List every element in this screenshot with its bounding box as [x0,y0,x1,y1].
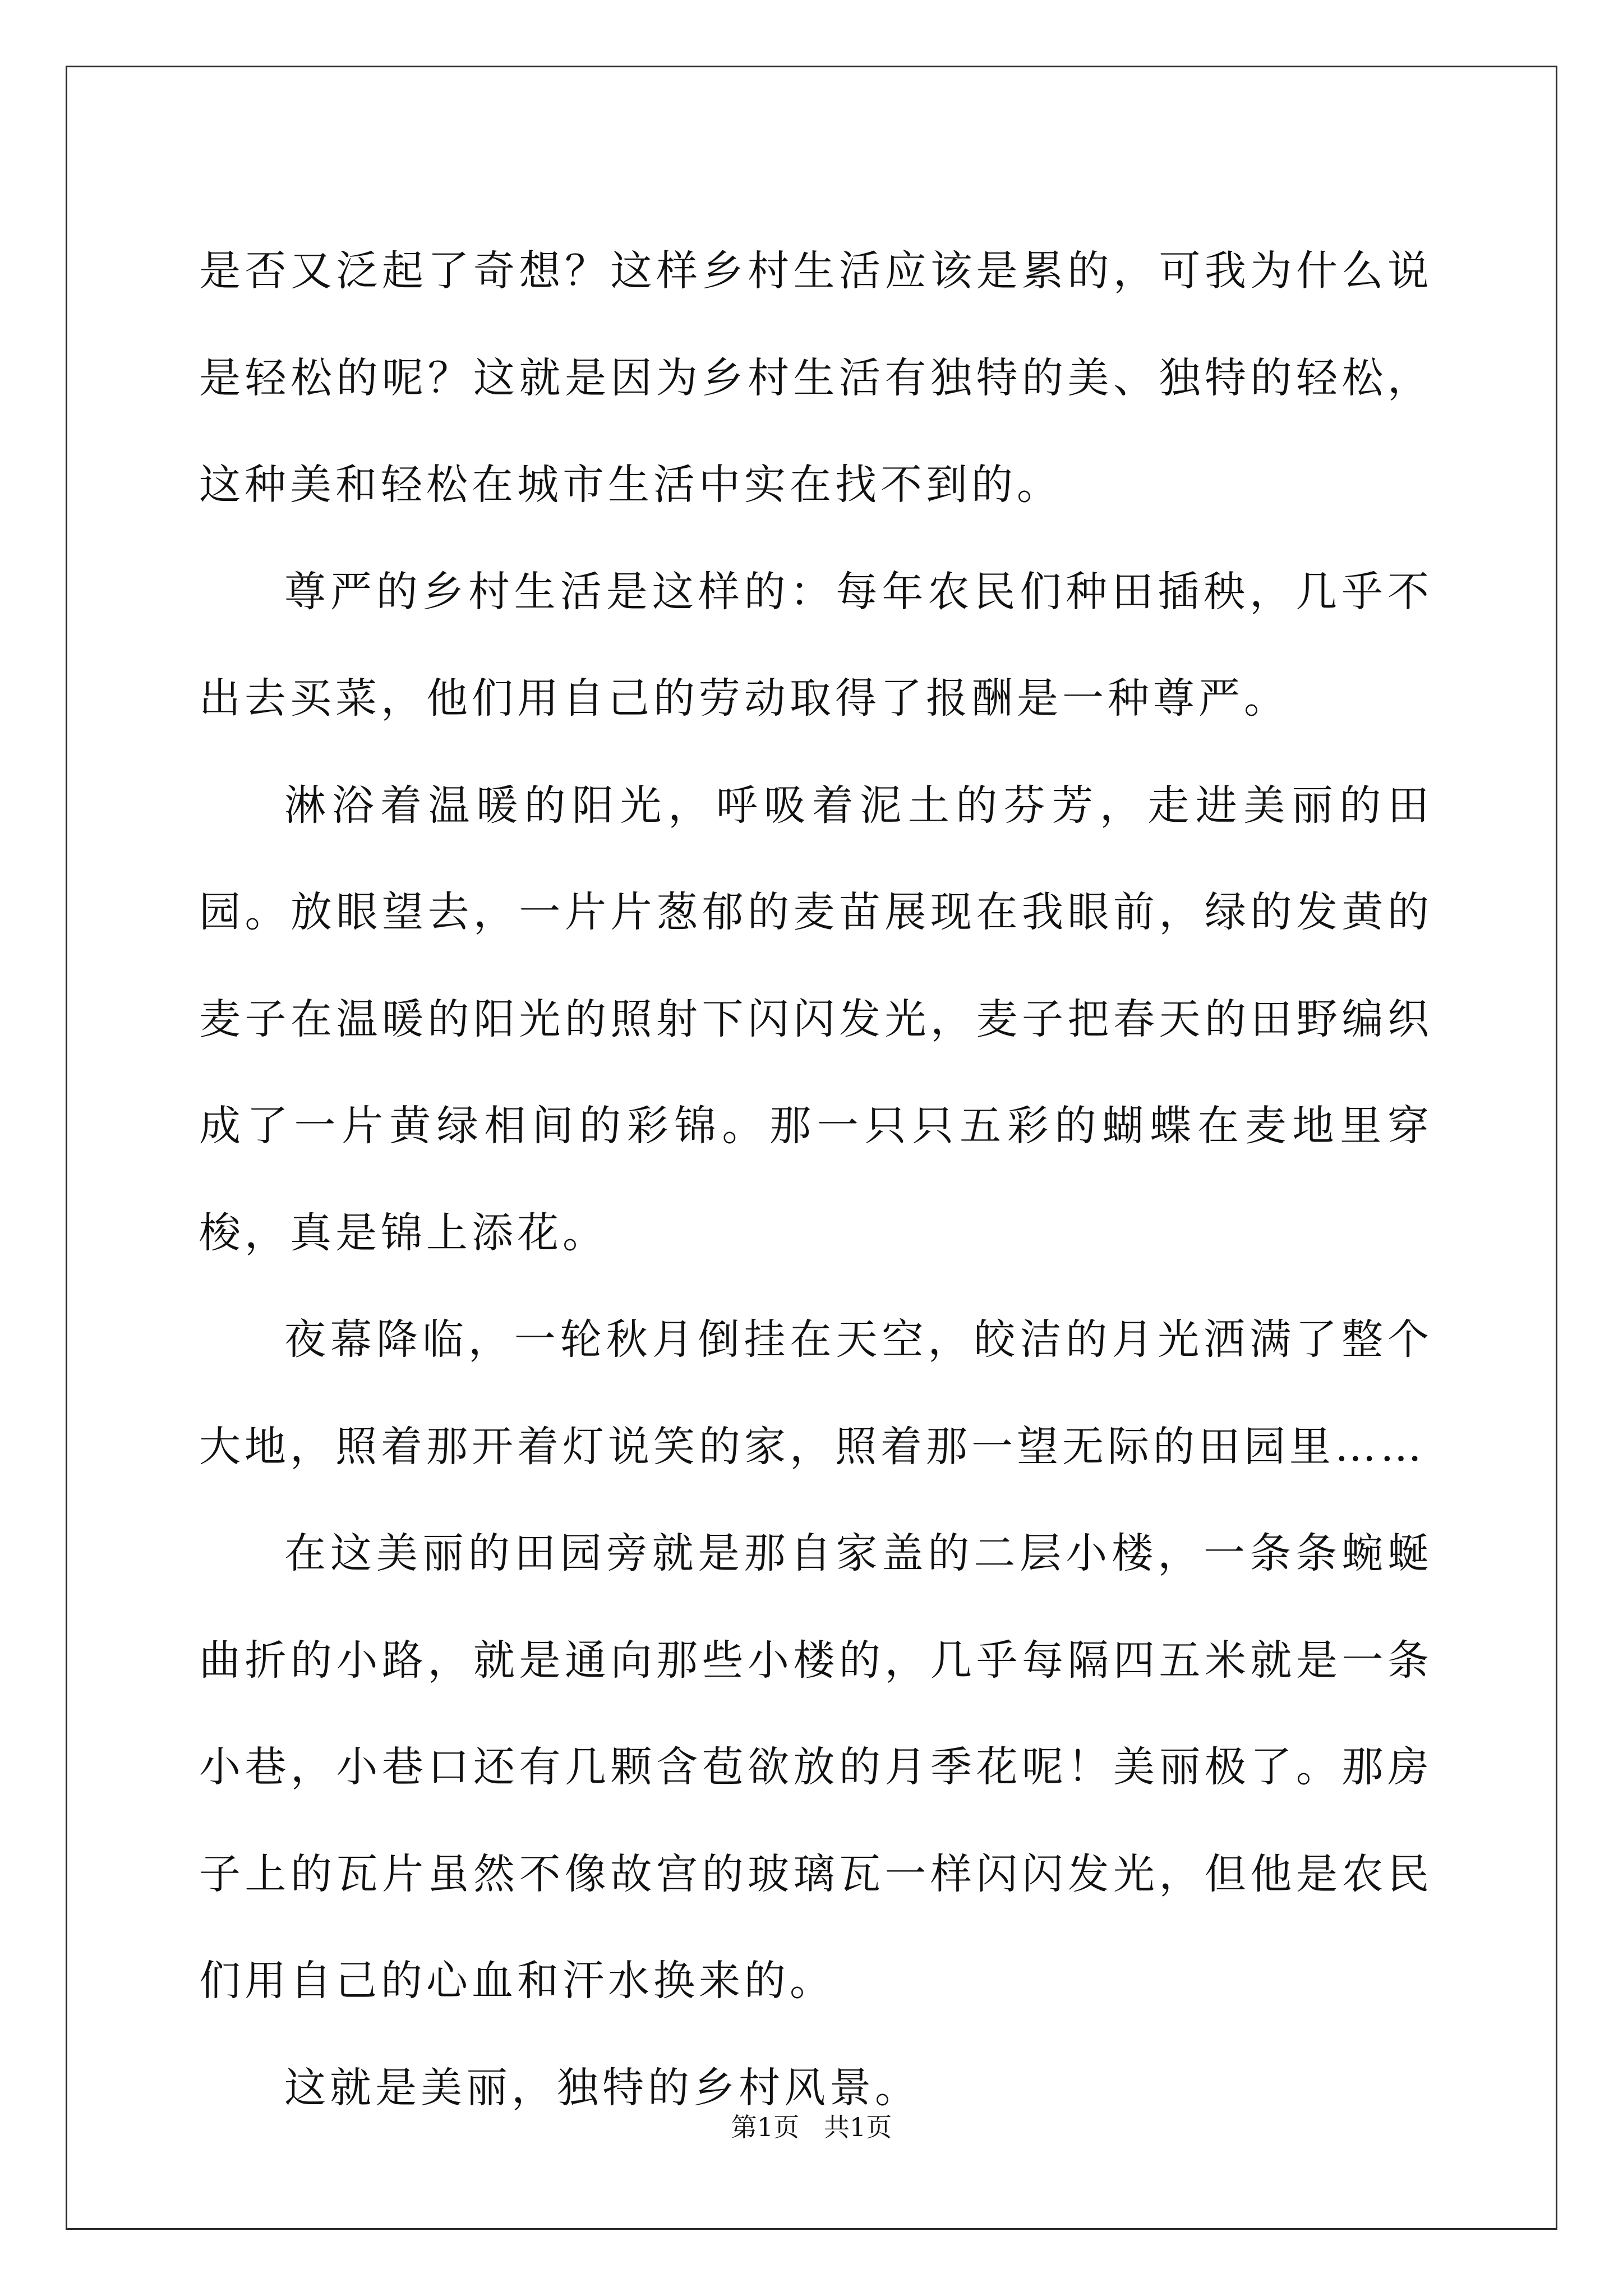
paragraph-1: 是否又泛起了奇想？这样乡村生活应该是累的，可我为什么说是轻松的呢？这就是因为乡村生活有独特的美、独特的轻松，这种美和轻松在城市生活中实在找不到的。 [199,247,1433,509]
page-number-footer: 第1页 共1页 [731,2112,892,2142]
paragraph-2: 尊严的乡村生活是这样的：每年农民们种田插秧，几乎不出去买菜，他们用自己的劳动取得了报酬是一种尊严。 [199,567,1433,723]
paragraph-3: 淋浴着温暖的阳光，呼吸着泥土的芬芳，走进美丽的田园。放眼望去，一片片葱郁的麦苗展现在我眼前，绿的发黄的麦子在温暖的阳光的照射下闪闪发光，麦子把春天的田野编织成了一片黄绿相间的彩锦。那一只只五彩的蝴蝶在麦地里穿梭，真是锦上添花。 [199,781,1433,1257]
paragraph-5: 在这美丽的田园旁就是那自家盖的二层小楼，一条条蜿蜒曲折的小路，就是通向那些小楼的，几乎每隔四五米就是一条小巷，小巷口还有几颗含苞欲放的月季花呢！美丽极了。那房子上的瓦片虽然不像故宫的玻璃瓦一样闪闪发光，但他是农民们用自己的心血和汗水换来的。 [199,1529,1433,2005]
paragraph-6: 这就是美丽，独特的乡村风景。 [284,2063,920,2112]
document-body [199,218,1433,2141]
paragraph-4: 夜幕降临，一轮秋月倒挂在天空，皎洁的月光洒满了整个大地，照着那开着灯说笑的家，照着那一望无际的田园里…… [199,1315,1433,1471]
